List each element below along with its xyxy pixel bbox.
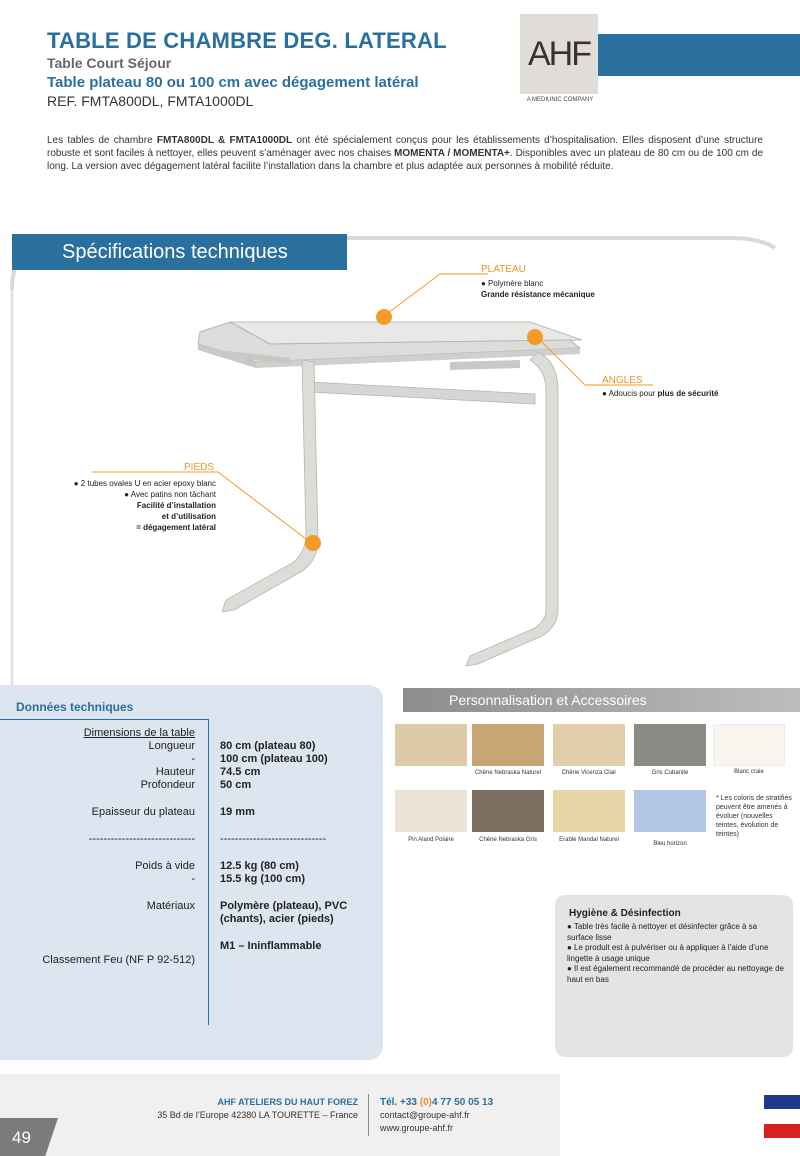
hygiene-item: ● Le produit est à pulvériser ou à appliquer à l’aide d’une lingette à usage unique [567,943,769,963]
plateau-leader-line [380,270,490,330]
pieds-callout-line2: ● Avec patins non tâchant [124,490,216,499]
hygiene-list [567,922,785,985]
angles-callout-title: ANGLES [602,375,643,386]
personalization-banner [403,688,800,712]
product-description-title: Table plateau 80 ou 100 cm avec dégagement latéral [47,74,419,91]
angles-callout-line: ● Adoucis pour plus de sécurité [602,389,719,398]
footer-address: 35 Bd de l’Europe 42380 LA TOURETTE – France [157,1110,358,1120]
footer-phone: Tél. +33 (0)4 77 50 05 13 [380,1097,494,1108]
pieds-callout-line1: ● 2 tubes ovales U en acier epoxy blanc [73,479,216,488]
logo-text: AHF [528,34,590,73]
classement-feu-label: Classement Feu (NF P 92-512) [42,954,195,966]
materiaux-label: Matériaux [146,900,195,912]
technical-data-title: Données techniques [16,700,134,714]
materiaux-value-2: (chants), acier (pieds) [220,913,334,925]
technical-data-divider-h [0,719,209,720]
pieds-callout-line4: et d’utilisation [161,512,216,521]
epaisseur-label: Epaisseur du plateau [91,806,195,818]
plateau-marker-dot [376,309,392,325]
swatch-label-bleu-horizon: Bleu horizon [653,841,687,847]
pieds-callout-line5: = dégagement latéral [136,523,216,532]
pieds-marker-dot [305,535,321,551]
epaisseur-value: 19 mm [220,806,255,818]
product-subtitle: Table Court Séjour [47,55,172,71]
swatch-blanc-craie [713,724,785,766]
coloris-note: * Les coloris de stratifiés peuvent être amenés à évoluer (nouvelles teintes, évolution de teintes) [716,795,792,838]
page-number: 49 [12,1128,31,1147]
swatch-chene-nebraska-gris [472,790,544,832]
swatch-beige [395,724,467,766]
materiaux-value-1: Polymère (plateau), PVC [220,900,348,912]
ahf-logo [520,14,598,94]
poids-value-80: 12.5 kg (80 cm) [220,860,299,872]
row-label-dash: - [191,753,195,765]
logo-company-tagline: A MEDIUNIC COMPANY [526,97,594,103]
footer-separator [368,1094,369,1136]
plateau-callout-line2: Grande résistance mécanique [481,290,595,299]
row-value-hauteur: 74.5 cm [220,766,261,778]
dash-separator-left: ----------------------------- [88,833,195,845]
swatch-label-blanc-craie: Blanc craie [734,769,764,775]
footer-email-link[interactable]: contact@groupe-ahf.fr [380,1110,470,1120]
swatch-label-erable-mandal-naturel: Erable Mandal Naturel [559,837,619,843]
swatch-label-gris-cubanite: Gris Cubanite [651,770,689,776]
poids-label: Poids à vide [135,860,195,872]
angles-marker-dot [527,329,543,345]
row-label-profondeur: Profondeur [140,779,195,791]
swatch-chene-vicenza-clair [553,724,625,766]
plateau-callout-line1: ● Polymère blanc [481,279,544,288]
footer-website-link[interactable]: www.groupe-ahf.fr [380,1123,454,1133]
technical-data-divider-v [208,720,209,1025]
plateau-callout-title: PLATEAU [481,264,526,275]
swatch-chene-nebraska-naturel [472,724,544,766]
row-value-longueur-100: 100 cm (plateau 100) [220,753,328,765]
dimensions-label: Dimensions de la table [83,727,195,739]
product-reference: REF. FMTA800DL, FMTA1000DL [47,93,254,109]
swatch-bleu-horizon [634,790,706,832]
poids-dash: - [191,873,195,885]
hygiene-title: Hygiène & Désinfection [569,908,681,919]
poids-value-100: 15.5 kg (100 cm) [220,873,305,885]
hygiene-item: ● Il est également recommandé de procéder au nettoyage de haut en bas [567,964,784,984]
swatch-erable-mandal-naturel [553,790,625,832]
row-label-hauteur: Hauteur [155,766,195,778]
m1-value: M1 – Ininflammable [220,940,322,952]
row-label-longueur: Longueur [148,740,195,752]
personalization-banner-title: Personnalisation et Accessoires [449,692,647,708]
pieds-callout-line3: Facilité d’installation [136,501,216,510]
flag-blue-stripe [764,1095,800,1109]
swatch-label-chene-nebraska-gris: Chêne Nebraska Gris [479,837,537,843]
swatch-label-chene-nebraska-naturel: Chêne Nebraska Naturel [474,770,542,776]
spec-banner [12,234,347,270]
flag-red-stripe [764,1124,800,1138]
footer-company: AHF ATELIERS DU HAUT FOREZ [217,1097,358,1107]
swatch-label-pin-aland-polaire: Pin Aland Polaire [408,837,454,843]
page-title: TABLE DE CHAMBRE DEG. LATERAL [47,28,447,53]
row-value-longueur: 80 cm (plateau 80) [220,740,316,752]
swatch-label-chene-vicenza-clair: Chêne Vicenza Clair [561,770,617,776]
swatch-gris-cubanite [634,724,706,766]
swatch-pin-aland-polaire [395,790,467,832]
hygiene-item: ● Table très facile à nettoyer et désinfecter grâce à sa surface lisse [567,922,758,942]
pieds-callout-title: PIEDS [184,462,215,473]
spec-banner-title: Spécifications techniques [62,241,288,263]
row-value-profondeur: 50 cm [220,779,252,791]
dash-separator-right: ----------------------------- [220,833,327,845]
intro-paragraph: Les tables de chambre FMTA800DL & FMTA1000DL ont été spécialement conçus pour les établissements d’hospitalisation. Elles disposent d’une structure robuste et sont faciles à nettoyer, elles peuvent s’aménager avec nos chaises MOMENTA / MOMENTA+. Disponibles avec un plateau de 80 cm ou de 100 cm de long. La version avec dégagement latéral facilite l’installation dans la chambre et plus adaptée aux personnes à mobilité réduite. [47,135,764,172]
header-accent-bar [598,34,800,76]
